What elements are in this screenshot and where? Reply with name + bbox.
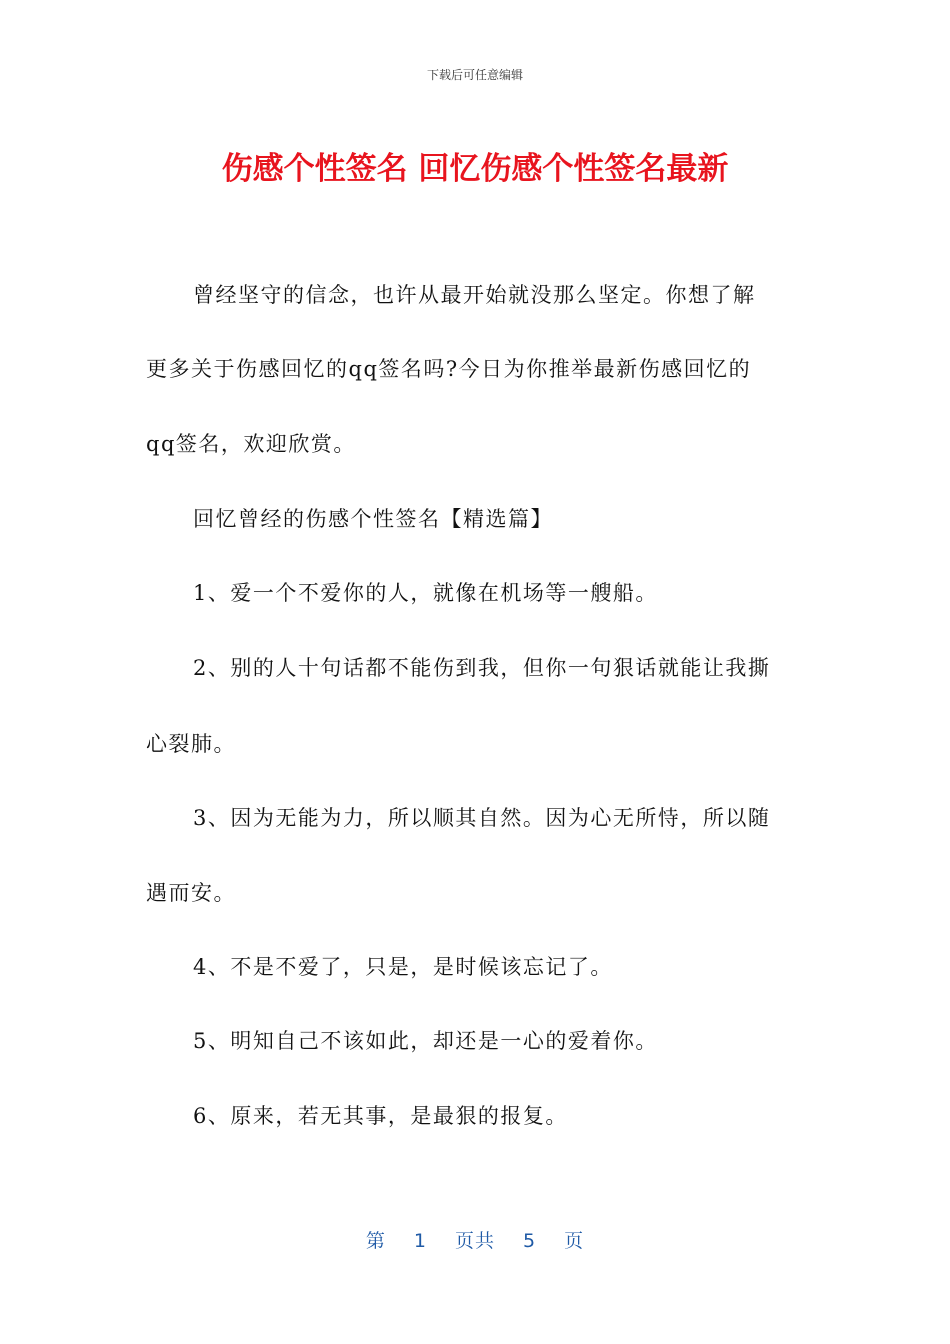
- list-item: 4、不是不爱了，只是，是时候该忘记了。: [193, 955, 613, 979]
- list-item-continuation: 遇而安。: [146, 881, 236, 905]
- paragraph-line: 曾经坚守的信念，也许从最开始就没那么坚定。你想了解: [193, 283, 756, 307]
- list-item-continuation: 心裂肺。: [146, 732, 236, 756]
- page-prefix: 第: [365, 1230, 386, 1252]
- page-suffix: 页: [564, 1230, 585, 1252]
- page-mid: 页共: [454, 1230, 495, 1252]
- total-pages-number: 5: [523, 1230, 537, 1252]
- current-page-number: 1: [413, 1230, 427, 1252]
- paragraph-line: 更多关于伤感回忆的qq签名吗?今日为你推举最新伤感回忆的: [146, 357, 752, 381]
- paragraph-line: qq签名，欢迎欣赏。: [146, 432, 356, 456]
- list-item: 5、明知自己不该如此，却还是一心的爱着你。: [193, 1029, 658, 1053]
- list-item: 3、因为无能为力，所以顺其自然。因为心无所恃，所以随: [193, 806, 771, 830]
- section-heading: 回忆曾经的伤感个性签名【精选篇】: [193, 507, 553, 531]
- header-note: 下载后可任意编辑: [426, 68, 523, 82]
- list-item: 2、别的人十句话都不能伤到我，但你一句狠话就能让我撕: [193, 656, 771, 680]
- document-title: 伤感个性签名 回忆伤感个性签名最新: [221, 151, 729, 187]
- list-item: 1、爱一个不爱你的人，就像在机场等一艘船。: [193, 581, 658, 605]
- page-footer: [0, 1226, 950, 1253]
- list-item: 6、原来，若无其事，是最狠的报复。: [193, 1104, 568, 1128]
